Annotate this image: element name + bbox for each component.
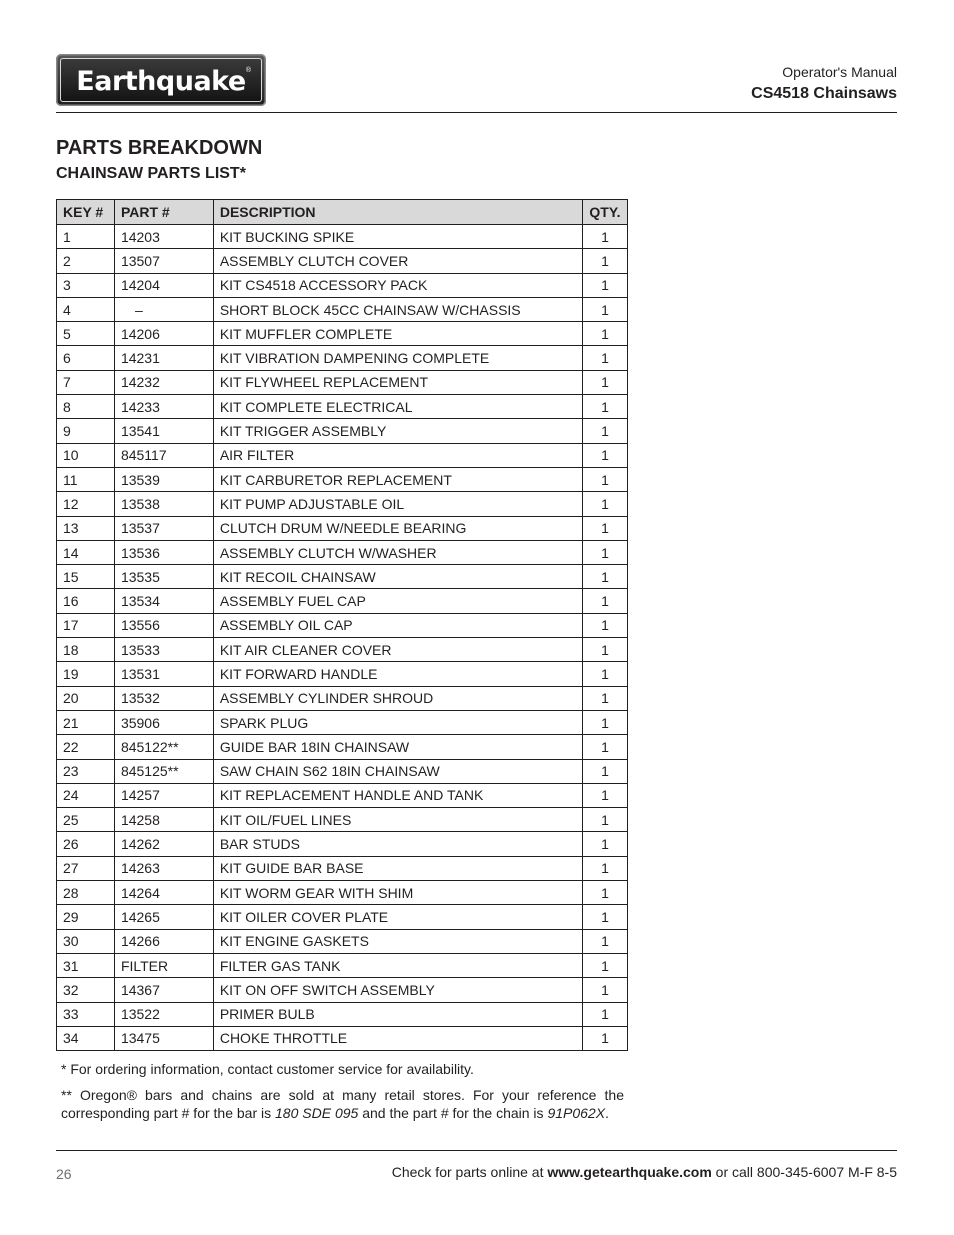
part-cell: 14233 — [114, 395, 213, 419]
key-cell: 13 — [57, 516, 115, 540]
table-row — [57, 249, 628, 273]
description-cell: ASSEMBLY CYLINDER SHROUD — [213, 686, 582, 710]
description-cell: KIT FLYWHEEL REPLACEMENT — [213, 370, 582, 394]
page-number: 26 — [56, 1166, 72, 1182]
chain-part-number: 91P062X — [547, 1105, 606, 1121]
description-cell: KIT GUIDE BAR BASE — [213, 856, 582, 880]
part-cell: 14258 — [114, 808, 213, 832]
part-cell: 14257 — [114, 783, 213, 807]
key-cell: 4 — [57, 297, 115, 321]
part-cell: 14266 — [114, 929, 213, 953]
description-cell: KIT REPLACEMENT HANDLE AND TANK — [213, 783, 582, 807]
key-cell: 7 — [57, 370, 115, 394]
description-cell: KIT VIBRATION DAMPENING COMPLETE — [213, 346, 582, 370]
description-cell: CLUTCH DRUM W/NEEDLE BEARING — [213, 516, 582, 540]
key-cell: 8 — [57, 395, 115, 419]
table-row — [57, 516, 628, 540]
section-title: CHAINSAW PARTS LIST* — [56, 165, 246, 182]
table-row — [57, 978, 628, 1002]
key-cell: 29 — [57, 905, 115, 929]
description-cell: KIT TRIGGER ASSEMBLY — [213, 419, 582, 443]
qty-cell: 1 — [582, 395, 627, 419]
key-cell: 28 — [57, 881, 115, 905]
website-link[interactable]: www.getearthquake.com — [547, 1164, 712, 1180]
description-cell: KIT OILER COVER PLATE — [213, 905, 582, 929]
part-cell: FILTER — [114, 953, 213, 977]
part-cell: 845125** — [114, 759, 213, 783]
table-row — [57, 929, 628, 953]
doc-type: Operator's Manual — [782, 64, 897, 80]
key-cell: 2 — [57, 249, 115, 273]
qty-cell: 1 — [582, 881, 627, 905]
bar-part-number: 180 SDE 095 — [275, 1105, 359, 1121]
part-cell: 13538 — [114, 492, 213, 516]
key-cell: 30 — [57, 929, 115, 953]
description-cell: AIR FILTER — [213, 443, 582, 467]
part-cell: 35906 — [114, 710, 213, 734]
key-cell: 18 — [57, 638, 115, 662]
table-row — [57, 419, 628, 443]
header-divider — [56, 112, 897, 113]
description-cell: ASSEMBLY FUEL CAP — [213, 589, 582, 613]
qty-cell: 1 — [582, 516, 627, 540]
description-cell: FILTER GAS TANK — [213, 953, 582, 977]
logo-wordmark: Earthquake — [76, 66, 246, 97]
table-row — [57, 346, 628, 370]
description-cell: KIT CARBURETOR REPLACEMENT — [213, 467, 582, 491]
qty-cell: 1 — [582, 905, 627, 929]
qty-cell: 1 — [582, 1002, 627, 1026]
key-cell: 25 — [57, 808, 115, 832]
part-cell: 13531 — [114, 662, 213, 686]
part-cell: 845122** — [114, 735, 213, 759]
part-cell: 13507 — [114, 249, 213, 273]
key-cell: 23 — [57, 759, 115, 783]
col-description: DESCRIPTION — [213, 200, 582, 225]
table-row — [57, 832, 628, 856]
description-cell: SPARK PLUG — [213, 710, 582, 734]
qty-cell: 1 — [582, 346, 627, 370]
key-cell: 16 — [57, 589, 115, 613]
description-cell: KIT COMPLETE ELECTRICAL — [213, 395, 582, 419]
part-cell: 13556 — [114, 613, 213, 637]
description-cell: ASSEMBLY CLUTCH W/WASHER — [213, 540, 582, 564]
qty-cell: 1 — [582, 638, 627, 662]
earthquake-logo — [56, 54, 266, 106]
key-cell: 5 — [57, 322, 115, 346]
description-cell: PRIMER BULB — [213, 1002, 582, 1026]
qty-cell: 1 — [582, 929, 627, 953]
part-cell: 13539 — [114, 467, 213, 491]
table-row — [57, 662, 628, 686]
part-cell: 14204 — [114, 273, 213, 297]
qty-cell: 1 — [582, 832, 627, 856]
key-cell: 10 — [57, 443, 115, 467]
key-cell: 31 — [57, 953, 115, 977]
key-cell: 6 — [57, 346, 115, 370]
description-cell: KIT FORWARD HANDLE — [213, 662, 582, 686]
qty-cell: 1 — [582, 492, 627, 516]
logo-frame — [60, 58, 262, 102]
table-row — [57, 589, 628, 613]
table-row — [57, 395, 628, 419]
key-cell: 34 — [57, 1026, 115, 1050]
footnote-text: . — [605, 1105, 609, 1121]
description-cell: KIT PUMP ADJUSTABLE OIL — [213, 492, 582, 516]
table-row — [57, 1026, 628, 1050]
part-cell: 13535 — [114, 565, 213, 589]
key-cell: 20 — [57, 686, 115, 710]
footnote-oregon — [61, 1086, 624, 1122]
footer-contact — [392, 1164, 897, 1180]
table-row — [57, 492, 628, 516]
footnote-text: and the part # for the chain is — [358, 1105, 548, 1121]
table-row — [57, 710, 628, 734]
part-cell: 13537 — [114, 516, 213, 540]
part-cell: 13536 — [114, 540, 213, 564]
part-cell: 14232 — [114, 370, 213, 394]
description-cell: KIT OIL/FUEL LINES — [213, 808, 582, 832]
table-row — [57, 540, 628, 564]
qty-cell: 1 — [582, 540, 627, 564]
qty-cell: 1 — [582, 978, 627, 1002]
qty-cell: 1 — [582, 759, 627, 783]
qty-cell: 1 — [582, 589, 627, 613]
qty-cell: 1 — [582, 856, 627, 880]
qty-cell: 1 — [582, 613, 627, 637]
description-cell: KIT BUCKING SPIKE — [213, 225, 582, 249]
key-cell: 26 — [57, 832, 115, 856]
footer-lead: Check for parts online at — [391, 1164, 548, 1180]
key-cell: 19 — [57, 662, 115, 686]
table-row — [57, 905, 628, 929]
qty-cell: 1 — [582, 419, 627, 443]
table-row — [57, 613, 628, 637]
table-row — [57, 953, 628, 977]
qty-cell: 1 — [582, 443, 627, 467]
qty-cell: 1 — [582, 808, 627, 832]
description-cell: SHORT BLOCK 45CC CHAINSAW W/CHASSIS — [213, 297, 582, 321]
key-cell: 1 — [57, 225, 115, 249]
table-row — [57, 1002, 628, 1026]
footnote-text: ** Oregon® bars and chains are sold at many retail stores. For your reference the corresponding part # for the bar is — [61, 1087, 624, 1121]
parts-table — [56, 199, 628, 1051]
qty-cell: 1 — [582, 467, 627, 491]
part-cell: 14231 — [114, 346, 213, 370]
description-cell: KIT CS4518 ACCESSORY PACK — [213, 273, 582, 297]
part-cell: 13534 — [114, 589, 213, 613]
table-row — [57, 783, 628, 807]
table-row — [57, 443, 628, 467]
table-row — [57, 370, 628, 394]
part-cell: 845117 — [114, 443, 213, 467]
col-key: KEY # — [57, 200, 115, 225]
qty-cell: 1 — [582, 710, 627, 734]
key-cell: 11 — [57, 467, 115, 491]
key-cell: 15 — [57, 565, 115, 589]
qty-cell: 1 — [582, 249, 627, 273]
table-row — [57, 297, 628, 321]
part-cell: 14262 — [114, 832, 213, 856]
description-cell: ASSEMBLY CLUTCH COVER — [213, 249, 582, 273]
part-cell: 13522 — [114, 1002, 213, 1026]
part-cell: – — [114, 297, 213, 321]
description-cell: KIT ENGINE GASKETS — [213, 929, 582, 953]
table-row — [57, 322, 628, 346]
model-title: CS4518 Chainsaws — [751, 85, 897, 102]
footer-phone: or call 800-345-6007 M-F 8-5 — [711, 1164, 897, 1180]
description-cell: SAW CHAIN S62 18IN CHAINSAW — [213, 759, 582, 783]
part-cell: 13541 — [114, 419, 213, 443]
table-row — [57, 638, 628, 662]
table-row — [57, 273, 628, 297]
qty-cell: 1 — [582, 225, 627, 249]
description-cell: KIT RECOIL CHAINSAW — [213, 565, 582, 589]
table-row — [57, 225, 628, 249]
part-cell: 14264 — [114, 881, 213, 905]
table-row — [57, 856, 628, 880]
footnote-ordering: * For ordering information, contact customer service for availability. — [61, 1061, 474, 1077]
qty-cell: 1 — [582, 686, 627, 710]
description-cell: KIT WORM GEAR WITH SHIM — [213, 881, 582, 905]
key-cell: 17 — [57, 613, 115, 637]
part-cell: 13532 — [114, 686, 213, 710]
part-cell: 13475 — [114, 1026, 213, 1050]
key-cell: 24 — [57, 783, 115, 807]
col-qty: QTY. — [582, 200, 627, 225]
table-body — [57, 225, 628, 1051]
footer-divider — [56, 1150, 897, 1151]
qty-cell: 1 — [582, 370, 627, 394]
key-cell: 27 — [57, 856, 115, 880]
description-cell: BAR STUDS — [213, 832, 582, 856]
description-cell: GUIDE BAR 18IN CHAINSAW — [213, 735, 582, 759]
part-cell: 14203 — [114, 225, 213, 249]
table-row — [57, 565, 628, 589]
key-cell: 22 — [57, 735, 115, 759]
table-header-row — [57, 200, 628, 225]
description-cell: KIT AIR CLEANER COVER — [213, 638, 582, 662]
qty-cell: 1 — [582, 273, 627, 297]
part-cell: 14367 — [114, 978, 213, 1002]
qty-cell: 1 — [582, 1026, 627, 1050]
table-row — [57, 686, 628, 710]
table-row — [57, 735, 628, 759]
part-cell: 13533 — [114, 638, 213, 662]
col-part: PART # — [114, 200, 213, 225]
key-cell: 9 — [57, 419, 115, 443]
key-cell: 3 — [57, 273, 115, 297]
part-cell: 14206 — [114, 322, 213, 346]
key-cell: 12 — [57, 492, 115, 516]
table-row — [57, 808, 628, 832]
key-cell: 21 — [57, 710, 115, 734]
qty-cell: 1 — [582, 297, 627, 321]
qty-cell: 1 — [582, 735, 627, 759]
qty-cell: 1 — [582, 662, 627, 686]
page-title: PARTS BREAKDOWN — [56, 137, 263, 159]
table-row — [57, 467, 628, 491]
qty-cell: 1 — [582, 322, 627, 346]
qty-cell: 1 — [582, 953, 627, 977]
part-cell: 14265 — [114, 905, 213, 929]
description-cell: KIT ON OFF SWITCH ASSEMBLY — [213, 978, 582, 1002]
key-cell: 33 — [57, 1002, 115, 1026]
table-row — [57, 759, 628, 783]
table-row — [57, 881, 628, 905]
qty-cell: 1 — [582, 565, 627, 589]
description-cell: CHOKE THROTTLE — [213, 1026, 582, 1050]
description-cell: ASSEMBLY OIL CAP — [213, 613, 582, 637]
part-cell: 14263 — [114, 856, 213, 880]
key-cell: 14 — [57, 540, 115, 564]
qty-cell: 1 — [582, 783, 627, 807]
description-cell: KIT MUFFLER COMPLETE — [213, 322, 582, 346]
logo-registered-mark: ® — [245, 67, 251, 74]
key-cell: 32 — [57, 978, 115, 1002]
